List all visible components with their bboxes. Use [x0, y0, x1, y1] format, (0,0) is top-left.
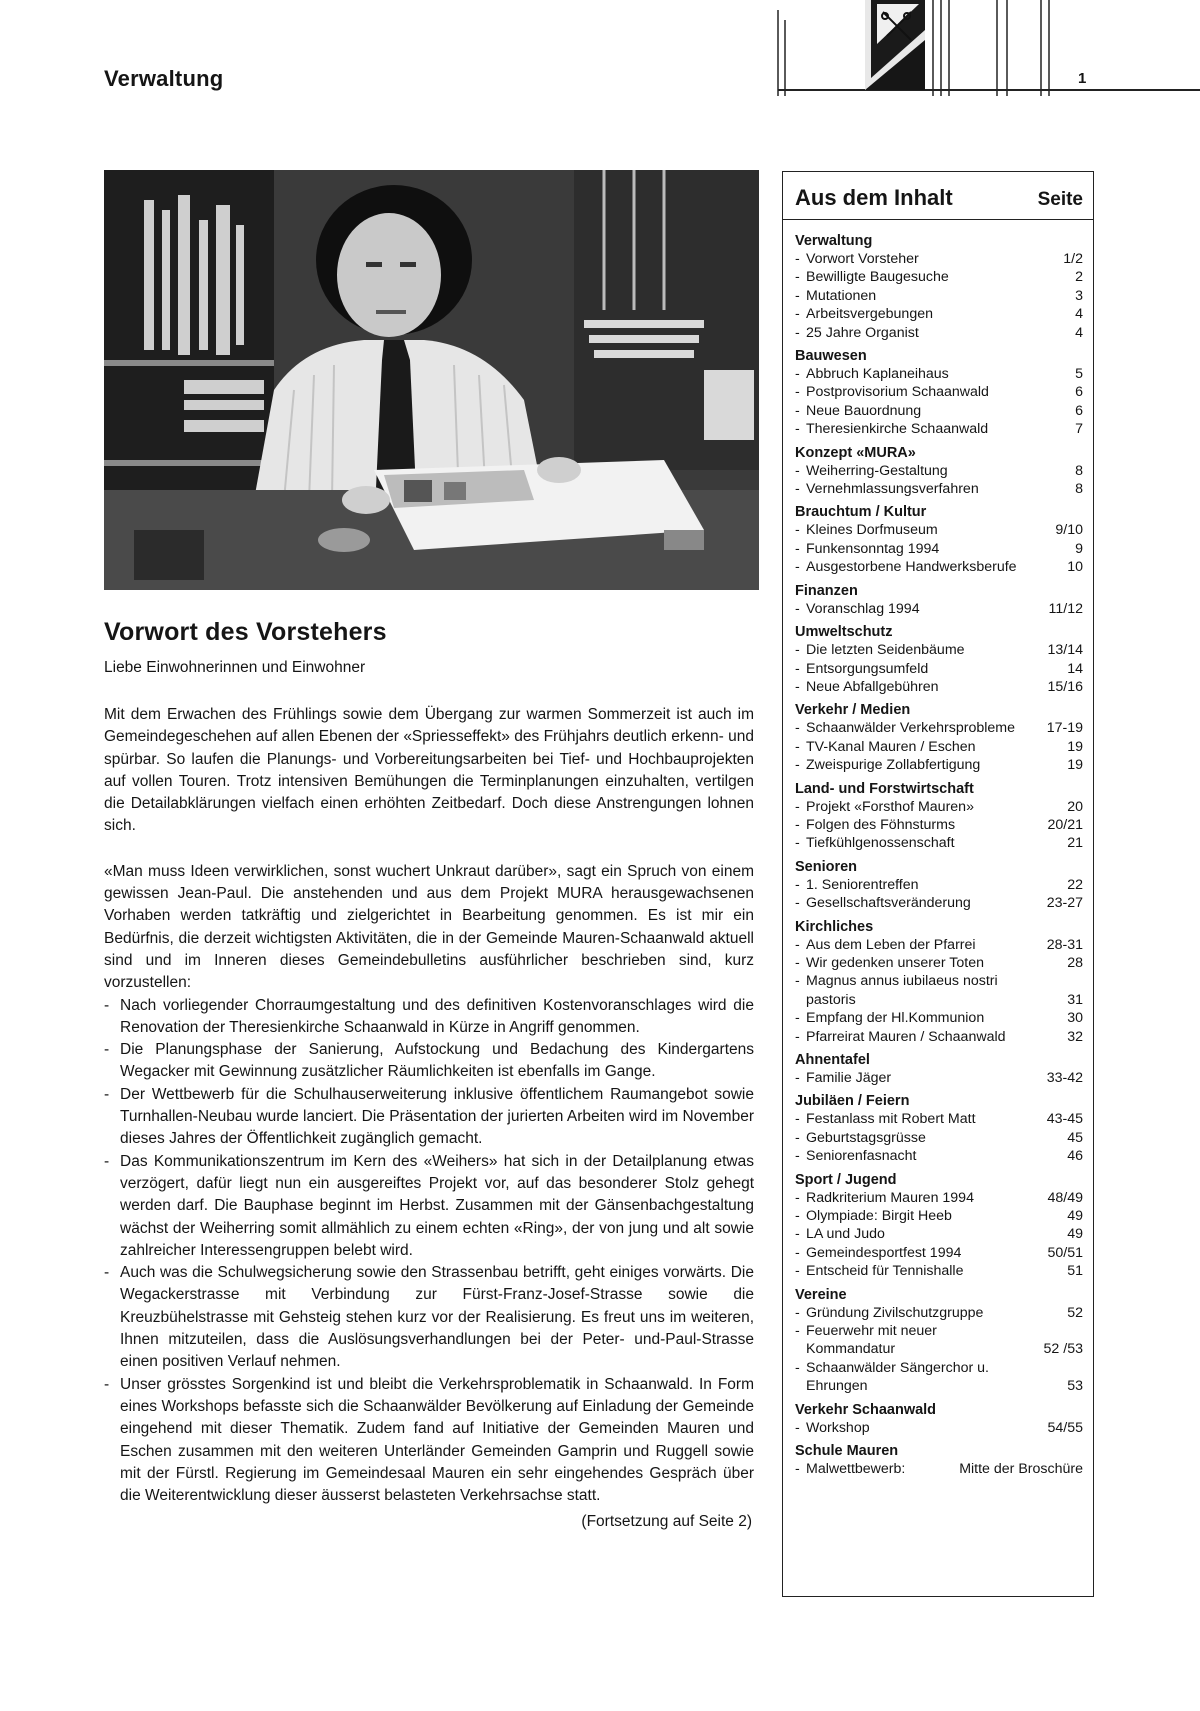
toc-entry — [795, 1359, 1083, 1396]
toc-entry — [795, 1028, 1083, 1046]
toc-entry-page: 11/12 — [1048, 600, 1083, 617]
toc-entry — [795, 1419, 1083, 1437]
toc-entry-page: 54/55 — [1047, 1419, 1083, 1436]
toc-entry-page: 52 /53 — [1043, 1341, 1083, 1358]
toc-entry-page: 32 — [1067, 1028, 1083, 1045]
toc-entry-page: 7 — [1075, 421, 1083, 438]
toc-section — [795, 347, 1083, 439]
toc-entry-page: 10 — [1067, 559, 1083, 576]
toc-entry — [795, 521, 1083, 539]
toc-entry-label: - Kleines Dorfmuseum — [795, 521, 938, 539]
toc-entry-label: - Entsorgungsumfeld — [795, 660, 928, 678]
toc-entry-page: 52 — [1067, 1304, 1083, 1321]
toc-section-title: Verkehr / Medien — [795, 702, 911, 719]
toc-section-title: Verkehr Schaanwald — [795, 1401, 937, 1418]
toc-entry-page: 1/2 — [1063, 251, 1083, 267]
toc-entry-page: 22 — [1067, 876, 1083, 893]
toc-section-title: Umweltschutz — [795, 624, 893, 641]
toc-entry-page: 19 — [1067, 757, 1083, 774]
toc-entry — [795, 876, 1083, 894]
article-paragraph: «Man muss Ideen verwirklichen, sonst wuchert Unkraut darüber», sagt ein Spruch von einem gewissen Jean-Paul. Die anstehenden und aus dem Projekt MURA herausgewachsenen Vorhaben werden tatkräftig und zielgerichtet in Bearbeitung genommen. Es ist mir ein Bedürfnis, die derzeit wichtigsten Aktivitäten, die in der Gemeinde Mauren-Schaanwald aktuell sind und im Inneren dieses Gemeindebulletins ausführlicher beschrieben sind, kurz vorzustellen: — [104, 862, 754, 992]
toc-entry-page: 4 — [1075, 306, 1083, 323]
toc-entry-label: - Vorwort Vorsteher — [795, 250, 919, 268]
toc-entry — [795, 719, 1083, 737]
toc-entry-page: 17-19 — [1046, 720, 1083, 737]
list-item: - Nach vorliegender Chorraumgestaltung und des definitiven Kostenvoranschlages wird die Renovation der Theresienkirche Schaanwald in Kürze in Angriff genommen. — [104, 995, 754, 1040]
toc-entry-page: 50/51 — [1047, 1244, 1083, 1261]
toc-entry-page: 3 — [1075, 287, 1083, 304]
toc-entry — [795, 462, 1083, 480]
toc-entry-page: 5 — [1075, 366, 1083, 383]
toc-entry — [795, 1244, 1083, 1262]
portrait-photo — [104, 170, 759, 590]
toc-entry-page: 13/14 — [1047, 642, 1083, 659]
toc-entry-label: - Familie Jäger — [795, 1069, 891, 1087]
toc-section — [795, 1051, 1083, 1087]
toc-section — [795, 701, 1083, 774]
header-graphic — [773, 0, 1200, 96]
toc-entry-label: - Vernehmlassungsverfahren — [795, 480, 979, 498]
toc-entry-label: - 25 Jahre Organist — [795, 324, 919, 342]
toc-section — [795, 503, 1083, 576]
toc-entry — [795, 1129, 1083, 1147]
toc-entry — [795, 365, 1083, 383]
toc-entry-label: - Mutationen — [795, 287, 876, 305]
toc-entry-label: - Theresienkirche Schaanwald — [795, 420, 988, 438]
toc-entry-page: 8 — [1075, 481, 1083, 498]
toc-entry — [795, 250, 1083, 268]
toc-entry-label: - Folgen des Föhnsturms — [795, 816, 955, 834]
toc-entry — [795, 738, 1083, 756]
toc-entry-label: - Projekt «Forsthof Mauren» — [795, 798, 974, 816]
list-item: - Die Planungsphase der Sanierung, Aufstockung und Bedachung des Kindergartens Wegacker mit Gewinnung zusätzlicher Räumlichkeiten ist ebenfalls im Gange. — [104, 1039, 754, 1084]
toc-entry-label: - Wir gedenken unserer Toten — [795, 954, 984, 972]
list-item: - Der Wettbewerb für die Schulhauserweiterung inklusive öffentlichem Raumangebot sowie Turnhallen-Neubau wurde lanciert. Die Präsentation der jurierten Arbeiten wird im November dieses Jahres der Öffentlichkeit zugänglich gemacht. — [104, 1084, 754, 1151]
article-headline: Vorwort des Vorstehers — [104, 618, 387, 646]
toc-entry — [795, 834, 1083, 852]
toc-section — [795, 582, 1083, 618]
toc-entry — [795, 936, 1083, 954]
toc-entry-page: 6 — [1075, 384, 1083, 401]
article — [104, 618, 754, 1531]
toc-entry-label: - Aus dem Leben der Pfarrei — [795, 936, 976, 954]
toc-section — [795, 623, 1083, 696]
toc-entry-page: 43-45 — [1046, 1111, 1083, 1128]
toc-entry-label: - Voranschlag 1994 — [795, 600, 920, 618]
toc-entry — [795, 305, 1083, 323]
list-item: - Das Kommunikationszentrum im Kern des «Weihers» hat sich in der Detailplanung etwas verzögert, dafür liegt nun ein ausgereiftes Projekt vor, auf das besonderer Stolz gehegt werden darf. Die Bauphase beginnt im Herbst. Zusammen mit der Gänsenbachgestaltung wächst der Weiherring somit allmählich zu einem echten «Ring», der von jung und alt sowie zahlreicher Interessengruppen belebt wird. — [104, 1151, 754, 1262]
toc-entry-page: 30 — [1067, 1010, 1083, 1027]
toc-section-title: Land- und Forstwirtschaft — [795, 780, 974, 797]
toc-section — [795, 1092, 1083, 1165]
toc-title: Aus dem Inhalt — [795, 185, 953, 210]
toc-entry — [795, 1009, 1083, 1027]
toc-entry-page: 28-31 — [1046, 936, 1083, 953]
toc-section-title: Senioren — [795, 858, 858, 875]
toc-entry — [795, 756, 1083, 774]
toc-entry-page: 15/16 — [1047, 678, 1083, 695]
toc-entry — [795, 1460, 1083, 1478]
toc-entry-page: 45 — [1067, 1129, 1083, 1146]
toc-entry-page: 14 — [1067, 660, 1083, 677]
toc-entry — [795, 972, 1083, 1009]
toc-section — [795, 918, 1083, 1046]
toc-entry — [795, 678, 1083, 696]
toc-entry-label: - LA und Judo — [795, 1225, 885, 1243]
toc-entry — [795, 1225, 1083, 1243]
table-of-contents — [782, 171, 1094, 1597]
toc-section-title: Verwaltung — [795, 233, 873, 249]
toc-entry-label: - Gemeindesportfest 1994 — [795, 1244, 961, 1262]
toc-section — [795, 1442, 1083, 1478]
toc-entry-page: 51 — [1067, 1263, 1083, 1280]
toc-entry — [795, 660, 1083, 678]
toc-entry — [795, 798, 1083, 816]
toc-entry-page: 2 — [1075, 269, 1083, 286]
toc-section — [795, 1401, 1083, 1437]
toc-entry-label: - Ausgestorbene Handwerksberufe — [795, 558, 1017, 576]
toc-entry-page: 21 — [1067, 835, 1083, 852]
toc-entry — [795, 480, 1083, 498]
toc-entry — [795, 287, 1083, 305]
toc-entry-page: 9/10 — [1055, 522, 1083, 539]
toc-entry-label: - Arbeitsvergebungen — [795, 305, 933, 323]
toc-entry-page: 4 — [1075, 324, 1083, 341]
toc-entry-label: - Tiefkühlgenossenschaft — [795, 834, 955, 852]
toc-entry-page: 28 — [1067, 954, 1083, 971]
toc-entry-label: - Neue Bauordnung — [795, 402, 921, 420]
list-item: - Unser grösstes Sorgenkind ist und bleibt die Verkehrsproblematik in Schaanwald. In Form eines Workshops befasste sich die Schaanwälder Bevölkerung auf Einladung der Gemeinde eingehend mit dieser Thematik. Zudem fand auf Initiative der Gemeinden Mauren und Eschen zusammen mit den weiteren Unterländer Gemeinden Gamprin und Ruggell sowie mit der Fürstl. Regierung im Gemeindesaal Mauren ein sehr eingehendes Gespräch über die Weiterentwicklung dieser äusserst belasteten Verkehrsachse statt. — [104, 1374, 754, 1508]
toc-entry — [795, 641, 1083, 659]
toc-entry — [795, 1110, 1083, 1128]
toc-section-title: Sport / Jugend — [795, 1171, 897, 1188]
toc-section-title: Ahnentafel — [795, 1052, 870, 1068]
toc-entry — [795, 1322, 1083, 1359]
toc-entry — [795, 1147, 1083, 1165]
toc-entry — [795, 954, 1083, 972]
toc-entry — [795, 1207, 1083, 1225]
toc-entry-page: 46 — [1067, 1148, 1083, 1165]
toc-entry — [795, 894, 1083, 912]
toc-entry — [795, 1304, 1083, 1322]
toc-section — [795, 232, 1083, 342]
toc-entry-page: 20/21 — [1047, 816, 1083, 833]
toc-entry-label: - Pfarreirat Mauren / Schaanwald — [795, 1028, 1006, 1046]
toc-entry-label: - Olympiade: Birgit Heeb — [795, 1207, 952, 1225]
toc-entry-page: 9 — [1075, 540, 1083, 557]
page-number: 1 — [1078, 70, 1087, 87]
toc-entry — [795, 420, 1083, 438]
toc-section — [795, 444, 1083, 499]
toc-entry — [795, 1262, 1083, 1280]
toc-entry-label: - Neue Abfallgebühren — [795, 678, 939, 696]
toc-entry-label: - Funkensonntag 1994 — [795, 540, 939, 558]
toc-entry-label: - Radkriterium Mauren 1994 — [795, 1189, 974, 1207]
toc-entry — [795, 268, 1083, 286]
toc-page-header: Seite — [1037, 189, 1083, 210]
toc-entry-page: 8 — [1075, 462, 1083, 479]
toc-entry-page: 19 — [1067, 738, 1083, 755]
toc-entry-label: - Workshop — [795, 1419, 870, 1437]
toc-entry-label: - Malwettbewerb: — [795, 1460, 905, 1478]
toc-entry-label: - Magnus annus iubilaeus nostri pastoris — [795, 972, 1021, 1009]
toc-section-title: Konzept «MURA» — [795, 444, 916, 461]
toc-entry-label: - Seniorenfasnacht — [795, 1147, 916, 1165]
toc-header — [783, 182, 1093, 220]
toc-entry-page: 31 — [1067, 991, 1083, 1008]
toc-entry — [795, 600, 1083, 618]
toc-entry-label: - Weiherring-Gestaltung — [795, 462, 948, 480]
toc-entry-label: - Feuerwehr mit neuer Kommandatur — [795, 1322, 1021, 1359]
toc-entry-page: 20 — [1067, 798, 1083, 815]
toc-entry-label: - TV-Kanal Mauren / Eschen — [795, 738, 976, 756]
toc-entry-label: - Zweispurige Zollabfertigung — [795, 756, 980, 774]
toc-entry-page: 53 — [1067, 1378, 1083, 1395]
toc-entry-label: - Gründung Zivilschutzgruppe — [795, 1304, 983, 1322]
toc-entry — [795, 402, 1083, 420]
toc-body — [795, 220, 1083, 1479]
toc-entry-page: Mitte der Broschüre — [959, 1461, 1083, 1478]
toc-section-title: Bauwesen — [795, 348, 867, 365]
section-title: Verwaltung — [104, 66, 224, 91]
toc-entry-label: - Festanlass mit Robert Matt — [795, 1110, 976, 1128]
toc-section-title: Vereine — [795, 1286, 847, 1303]
toc-section — [795, 1171, 1083, 1281]
toc-entry — [795, 540, 1083, 558]
toc-entry-page: 23-27 — [1046, 895, 1083, 912]
toc-entry-label: - Schaanwälder Sängerchor u. Ehrungen — [795, 1359, 1021, 1396]
toc-entry-page: 48/49 — [1047, 1189, 1083, 1206]
article-paragraph: Mit dem Erwachen des Frühlings sowie dem Übergang zur warmen Sommerzeit ist auch im Gemeindegeschehen auf allen Ebenen der «Spriesseffekt» des Frühjahrs deutlich erkenn- und spürbar. So laufen die Planungs- und Vorbereitungsarbeiten bei Tief- und Hochbauprojekten auf vollen Touren. Trotz intensiven Bemühungen die Terminplanungen einzuhalten, vertilgen die Detailabklärungen vielfach einen erhöhten Zeitbedarf. Doch diese Anstrengungen lohnen sich. — [104, 706, 754, 835]
toc-entry-page: 6 — [1075, 402, 1083, 419]
toc-entry-label: - Abbruch Kaplaneihaus — [795, 365, 949, 383]
toc-entry-label: - Bewilligte Baugesuche — [795, 268, 949, 286]
toc-entry-page: 49 — [1067, 1208, 1083, 1225]
toc-entry-label: - Gesellschaftsveränderung — [795, 894, 971, 912]
toc-section-title: Schule Mauren — [795, 1443, 899, 1460]
toc-section — [795, 1286, 1083, 1396]
toc-entry-label: - Entscheid für Tennishalle — [795, 1262, 963, 1280]
toc-entry — [795, 1069, 1083, 1087]
article-salutation: Liebe Einwohnerinnen und Einwohner — [104, 659, 366, 676]
toc-entry-label: - Schaanwälder Verkehrsprobleme — [795, 719, 1015, 737]
toc-section-title: Finanzen — [795, 582, 858, 599]
toc-entry — [795, 1189, 1083, 1207]
toc-entry-page: 49 — [1067, 1226, 1083, 1243]
article-bullet-list — [104, 995, 754, 1508]
toc-section — [795, 858, 1083, 913]
toc-entry-label: - Postprovisorium Schaanwald — [795, 383, 989, 401]
toc-entry-label: - 1. Seniorentreffen — [795, 876, 919, 894]
toc-section — [795, 780, 1083, 853]
toc-entry — [795, 324, 1083, 342]
toc-entry — [795, 816, 1083, 834]
list-item: - Auch was die Schulwegsicherung sowie den Strassenbau betrifft, geht einiges vorwärts. Die Wegackerstrasse mit Verbindung zur Fürst-Franz-Josef-Strasse sowie die Kreuzbühelstrasse mit Gehsteig stehen kurz vor der Realisierung. Es freut uns im weiteren, Ihnen mitzuteilen, dass die Auslösungsverhandlungen bei der Peter- und-Paul-Strasse einen positiven Verlauf nehmen. — [104, 1262, 754, 1373]
toc-section-title: Kirchliches — [795, 918, 874, 935]
toc-section-title: Brauchtum / Kultur — [795, 504, 927, 521]
toc-entry-page: 33-42 — [1046, 1070, 1083, 1086]
toc-entry-label: - Geburtstagsgrüsse — [795, 1129, 926, 1147]
toc-entry — [795, 558, 1083, 576]
toc-entry — [795, 383, 1083, 401]
toc-section-title: Jubiläen / Feiern — [795, 1093, 910, 1110]
toc-entry-label: - Die letzten Seidenbäume — [795, 641, 965, 659]
continued-note: (Fortsetzung auf Seite 2) — [581, 1513, 752, 1531]
toc-entry-label: - Empfang der Hl.Kommunion — [795, 1009, 984, 1027]
